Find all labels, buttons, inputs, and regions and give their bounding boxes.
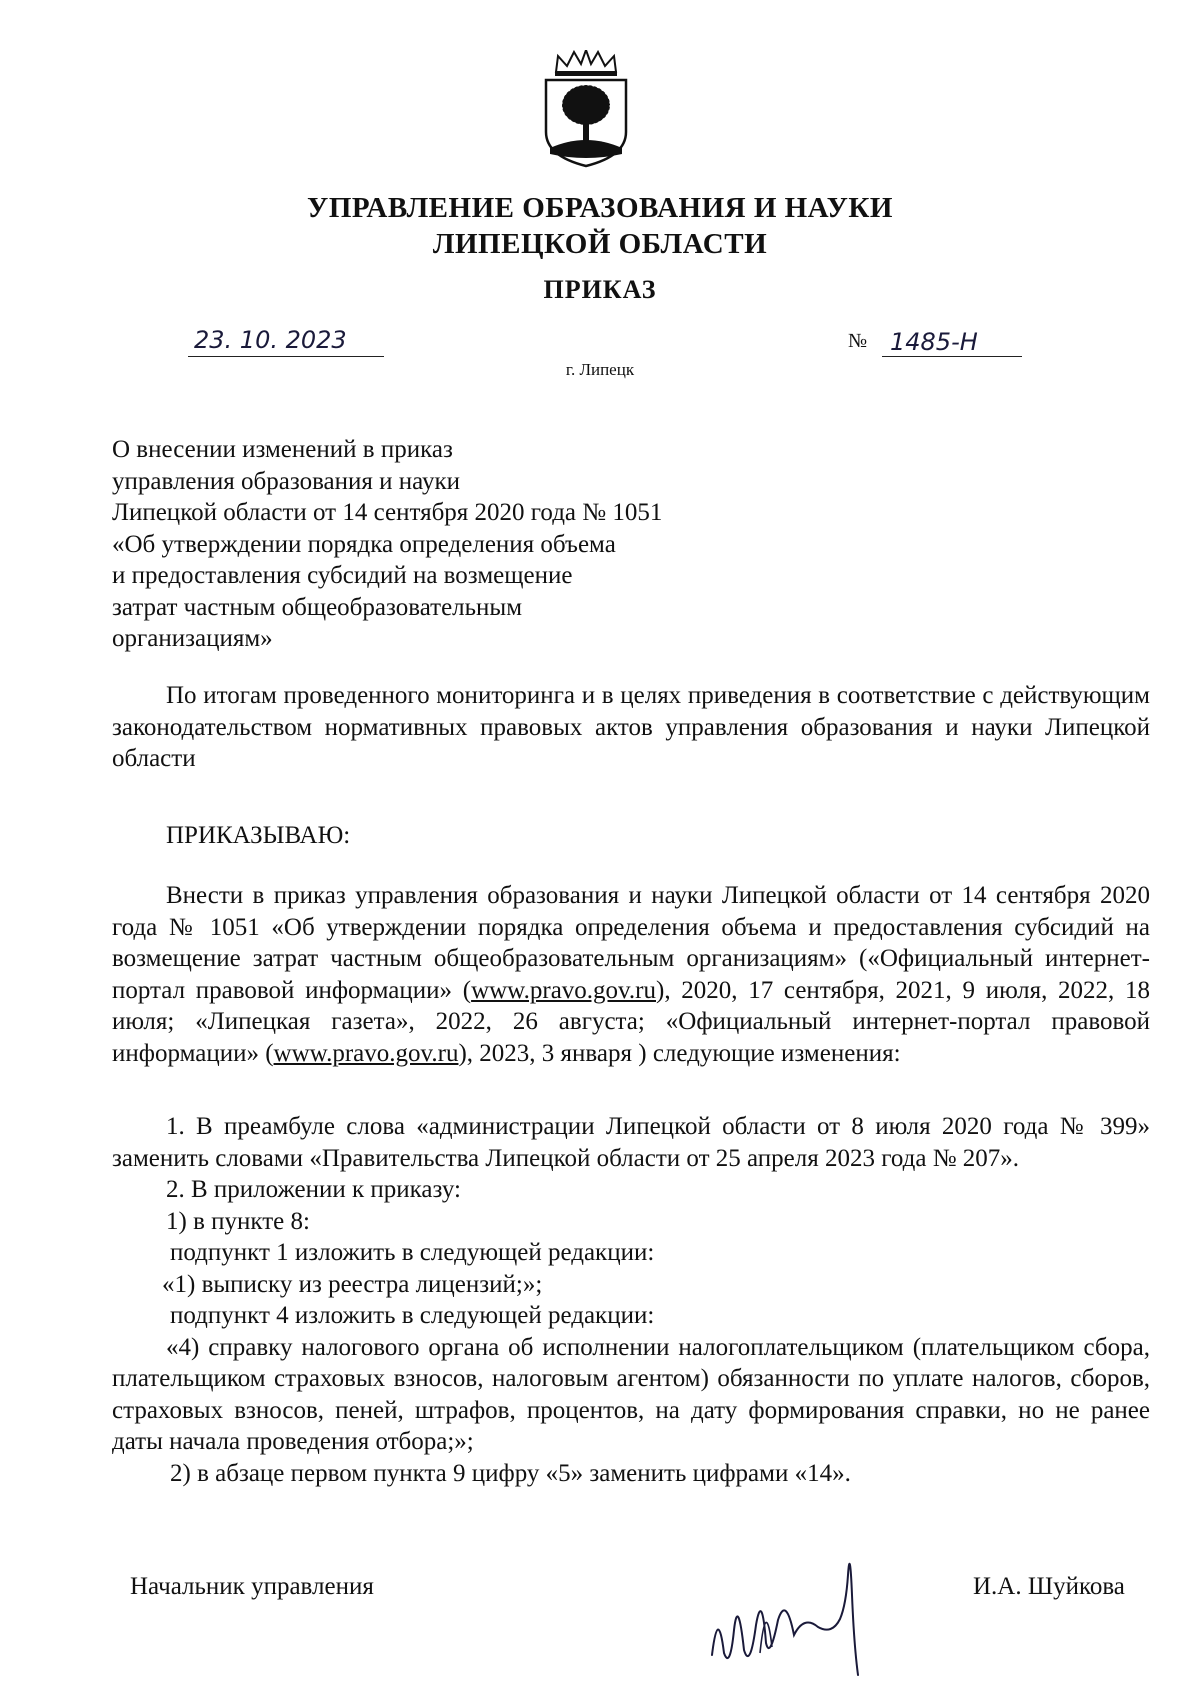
pravo-link-2[interactable]: www.pravo.gov.ru xyxy=(273,1039,459,1067)
number-label: № xyxy=(848,330,868,352)
subject-line: «Об утверждении порядка определения объема xyxy=(112,530,616,558)
document-type: ПРИКАЗ xyxy=(543,275,657,304)
number-value: 1485-Н xyxy=(882,328,1022,357)
handwritten-signature-icon xyxy=(700,1535,900,1685)
document-subject xyxy=(112,434,812,655)
subitem-1-quote-1: «1) выписку из реестра лицензий;»; xyxy=(162,1270,543,1298)
main-text-part2: ), 2020, 17 сентября, 2021, 9 июля, 2022, 18 июля; «Липецкая газета», 2022, 26 августа; «Официальный интернет-портал правовой информации» ( xyxy=(112,976,1150,1067)
document-number xyxy=(848,328,1018,358)
subject-line: О внесении изменений в приказ xyxy=(112,436,453,463)
subject-line: и предоставления субсидий на возмещение xyxy=(112,562,573,589)
subject-line: организациям» xyxy=(112,625,273,652)
subitem-1-clause-b: подпункт 4 изложить в следующей редакции: xyxy=(170,1302,655,1329)
pravo-link-1[interactable]: www.pravo.gov.ru xyxy=(471,976,656,1004)
main-paragraph xyxy=(112,880,1150,1069)
city: г. Липецк xyxy=(565,360,635,379)
subitem-1-clause-a: подпункт 1 изложить в следующей редакции: xyxy=(170,1239,655,1266)
subject-line: управления образования и науки xyxy=(112,467,461,495)
item-1: 1. В преамбуле слова «администрации Липецкой области от 8 июля 2020 года № 399» заменить словами «Правительства Липецкой области от 25 апреля 2023 года № 207». xyxy=(112,1113,1150,1172)
organization-name-line1: УПРАВЛЕНИЕ ОБРАЗОВАНИЯ И НАУКИ xyxy=(307,192,893,224)
document-date: 23. 10. 2023 xyxy=(188,326,384,357)
amendment-items xyxy=(112,1111,1150,1489)
subitem-1-quote-4: «4) справку налогового органа об исполнении налогоплательщиком (плательщиком сбора, плательщиком страховых взносов, налоговым агентом) обязанности по уплате налогов, сборов, страховых взносов, пеней, штрафов, процентов, на дату формирования справки, но не ранее даты начала проведения отбора;»; xyxy=(112,1333,1150,1455)
subitem-1: 1) в пункте 8: xyxy=(166,1207,310,1235)
main-text-part3: ), 2023, 3 января ) следующие изменения: xyxy=(458,1039,901,1067)
item-2: 2. В приложении к приказу: xyxy=(166,1176,461,1203)
lipetsk-coat-of-arms-icon xyxy=(536,50,636,168)
signatory-name: И.А. Шуйкова xyxy=(973,1573,1125,1600)
subitem-2: 2) в абзаце первом пункта 9 цифру «5» заменить цифрами «14». xyxy=(170,1459,851,1487)
subject-line: затрат частным общеобразовательным xyxy=(112,593,523,621)
preamble-paragraph: По итогам проведенного мониторинга и в целях приведения в соответствие с действующим законодательством нормативных правовых актов управления образования и науки Липецкой области xyxy=(112,682,1150,772)
subject-line: Липецкой области от 14 сентября 2020 года № 1051 xyxy=(112,499,663,526)
main-text-part1: Внести в приказ управления образования и науки Липецкой области от 14 сентября 2020 года № 1051 «Об утверждении порядка определения объема и предоставления субсидий на возмещение затрат частным общеобразовательным организациям» («Официальный интернет-портал правовой информации» ( xyxy=(112,882,1150,1004)
order-word: ПРИКАЗЫВАЮ: xyxy=(166,822,351,849)
organization-name-line2: ЛИПЕЦКОЙ ОБЛАСТИ xyxy=(432,228,768,260)
signatory-title: Начальник управления xyxy=(130,1573,374,1600)
